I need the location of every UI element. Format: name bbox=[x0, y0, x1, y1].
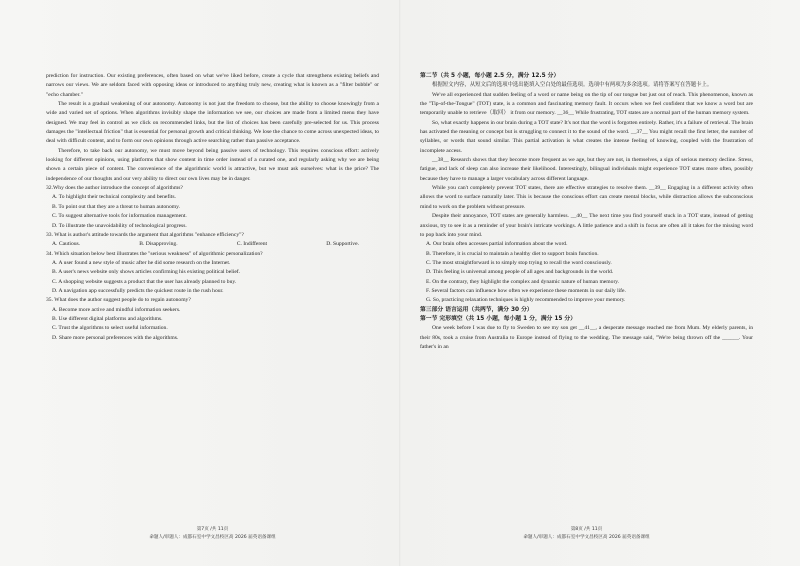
option: A. Become more active and mindful information seekers. bbox=[52, 306, 181, 313]
option: A. Cautious. bbox=[52, 241, 81, 248]
option: D. This feeling is universal among people of all ages and backgrounds in the world. bbox=[426, 269, 614, 276]
section-title: 第二节（共 5 小题，每小题 2.5 分，满分 12.5 分） bbox=[420, 73, 560, 79]
left-column bbox=[46, 72, 379, 343]
options-row bbox=[46, 240, 379, 249]
passage-paragraph: So, what exactly happens in our brain during a TOT state? It's not that the word is forgotten entirely. Rather, it's a failure of retrieval. The brain has activated the meaning or concept but is struggling to connect it to the sound of the word. __37__ You might recall the first letter, the number of syllables, or words that sound similar. This partial activation is what creates the intense feeling of knowing, coupled with the frustration of incomplete access. bbox=[420, 119, 753, 154]
option: E. On the contrary, they highlight the complex and dynamic nature of human memory. bbox=[426, 278, 620, 285]
passage-paragraph: Therefore, to take back our autonomy, we must move beyond being passive users of technology. This requires conscious effort: actively looking for different opinions, using platforms that show content in time order instead of a curated one, and regularly asking why we are being shown a certain piece of content. The convenience of the algorithmic world is attractive, but we must ask ourselves: what is the price? The independence of our thoughts and our very ability to direct our own lives may be in danger. bbox=[46, 147, 379, 182]
option: D. To illustrate the unavoidability of technological progress. bbox=[52, 222, 187, 229]
footer-info: 命题人/审题人：成都石室中学文昌校区高 2026 届英语备课组 bbox=[149, 535, 276, 540]
passage-paragraph: prediction for instruction. Our existing preferences, often based on what we've liked before, create a cycle that strengthens existing beliefs and narrows our views. We are seldom faced with opposing ideas or introduced to anything truly new, creating what is known as a "filter bubble" or "echo chamber." bbox=[46, 73, 379, 98]
passage-paragraph: While you can't completely prevent TOT states, there are effective strategies to resolve them. __39__ Engaging in a different activity often allows the word to surface naturally later. This is because the conscious effort can create mental blocks, while distraction allows the subconscious mind to work on the problem without pressure. bbox=[420, 185, 753, 210]
option: D. Share more personal preferences with the algorithms. bbox=[52, 334, 179, 341]
left-footer bbox=[46, 526, 379, 542]
option: B. Use different digital platforms and algorithms. bbox=[52, 315, 163, 322]
section-title: 第一节 完形填空（共 15 小题，每小题 1 分，满分 15 分） bbox=[420, 315, 577, 322]
page-number: 第7页 /共 11页 bbox=[196, 527, 229, 532]
passage-paragraph: The result is a gradual weakening of our autonomy. Autonomy is not just the freedom to choose, but the ability to choose knowingly from a wide and varied set of options. When algorithms invisibly shape the information we see, our choices are made from a limited menu they have designed. We may feel in control as we click on recommended links, but the list of choices has been carefully pre-selected for us. This process damages the "intellectual friction" that is essential for personal growth and critical thinking. We lose the chance to come across unexpected ideas, to deal with difficult content, and to form our own opinions through active searching rather than passive acceptance. bbox=[46, 101, 379, 145]
instructions: 根据短文内容，从短文后的选项中选出能填入空白处的最佳选项。选项中有两项为多余选项。请将答案写在答题卡上。 bbox=[432, 82, 713, 89]
passage-paragraph: We've all experienced that sudden feeling of a word or name being on the tip of our tongue but just out of reach. This phenomenon, known as the "Tip-of-the-Tongue" (TOT) state, is a common and fascinating memory fault. It occurs when we feel confident that we know a word but are temporarily unable to retrieve（取回） it from our memory. __36__ While frustrating, TOT states are a normal part of the human memory system. bbox=[420, 91, 753, 117]
option: D. Supportive. bbox=[326, 241, 359, 248]
footer-info: 命题人/审题人：成都石室中学文昌校区高 2026 届英语备课组 bbox=[523, 535, 650, 540]
question-35: 35. What does the author suggest people do to regain autonomy? bbox=[46, 297, 191, 304]
option: C. The most straightforward is to simply stop trying to recall the word consciously. bbox=[426, 259, 612, 266]
right-footer bbox=[420, 526, 753, 542]
option: C. Trust the algorithms to select useful information. bbox=[52, 325, 168, 332]
option: D. A navigation app successfully predicts the quickest route in the rush hour. bbox=[52, 287, 224, 294]
passage-paragraph: Despite their annoyance, TOT states are generally harmless. __40__ The next time you find yourself stuck in a TOT state, instead of getting anxious, try to see it as a reminder of your brain's intricate workings. A little patience and a shift in focus are often all it takes for the missing word to pop back into your mind. bbox=[420, 213, 753, 238]
option: B. To point out that they are a threat to human autonomy. bbox=[52, 203, 180, 210]
page-number: 第8页 /共 11页 bbox=[570, 527, 603, 532]
option: C. A shopping website suggests a product that the user has already planned to buy. bbox=[52, 278, 237, 285]
page-fold bbox=[399, 0, 401, 566]
part-title: 第三部分 语言运用（共两节，满分 30 分） bbox=[420, 306, 533, 313]
option: C. Indifferent bbox=[236, 241, 268, 248]
question-34: 34. Which situation below best illustrates the "serious weakness" of algorithmic personalization? bbox=[46, 250, 263, 257]
option: F. Several factors can influence how often we experience these moments in our daily life. bbox=[426, 287, 626, 294]
option: A. Our brain often accesses partial information about the word. bbox=[426, 241, 568, 248]
passage-paragraph: __38__ Research shows that they become more frequent as we age, but they are not, in themselves, a sign of serious memory decline. Stress, fatigue, and lack of sleep can also increase their likelihood. Interestingly, bilingual individuals might experience TOT states more often, possibly because they have to manage a larger vocabulary across different language. bbox=[420, 157, 753, 182]
right-column bbox=[420, 72, 753, 352]
option: A. A user found a new style of music after he did some research on the Internet. bbox=[52, 259, 231, 266]
option: B. Disapproving. bbox=[139, 241, 178, 248]
option: B. Therefore, it is crucial to maintain a healthy diet to support brain function. bbox=[426, 250, 599, 257]
question-32: 32.Why does the author introduce the concept of algorithms? bbox=[46, 185, 183, 192]
option: B. A user's news website only shows articles confirming his existing political belief. bbox=[52, 269, 241, 276]
cloze-paragraph: One week before I was due to fly to Sweden to see my son get __41__, a desperate message reached me from Mum. My elderly parents, in their 80s, took a cruise from Australia to Europe instead of flying to the wedding. The message said, "We're being thrown off the ______. Your father's in an bbox=[420, 325, 753, 350]
option: G. So, practicing relaxation techniques is highly recommended to improve your memory. bbox=[426, 297, 626, 304]
option: C. To suggest alternative tools for information management. bbox=[52, 213, 187, 220]
option: A. To highlight their technical complexity and benefits. bbox=[52, 194, 176, 201]
question-33: 33. What is author's attitude towards the argument that algorithms "enhance efficiency"? bbox=[46, 231, 244, 238]
